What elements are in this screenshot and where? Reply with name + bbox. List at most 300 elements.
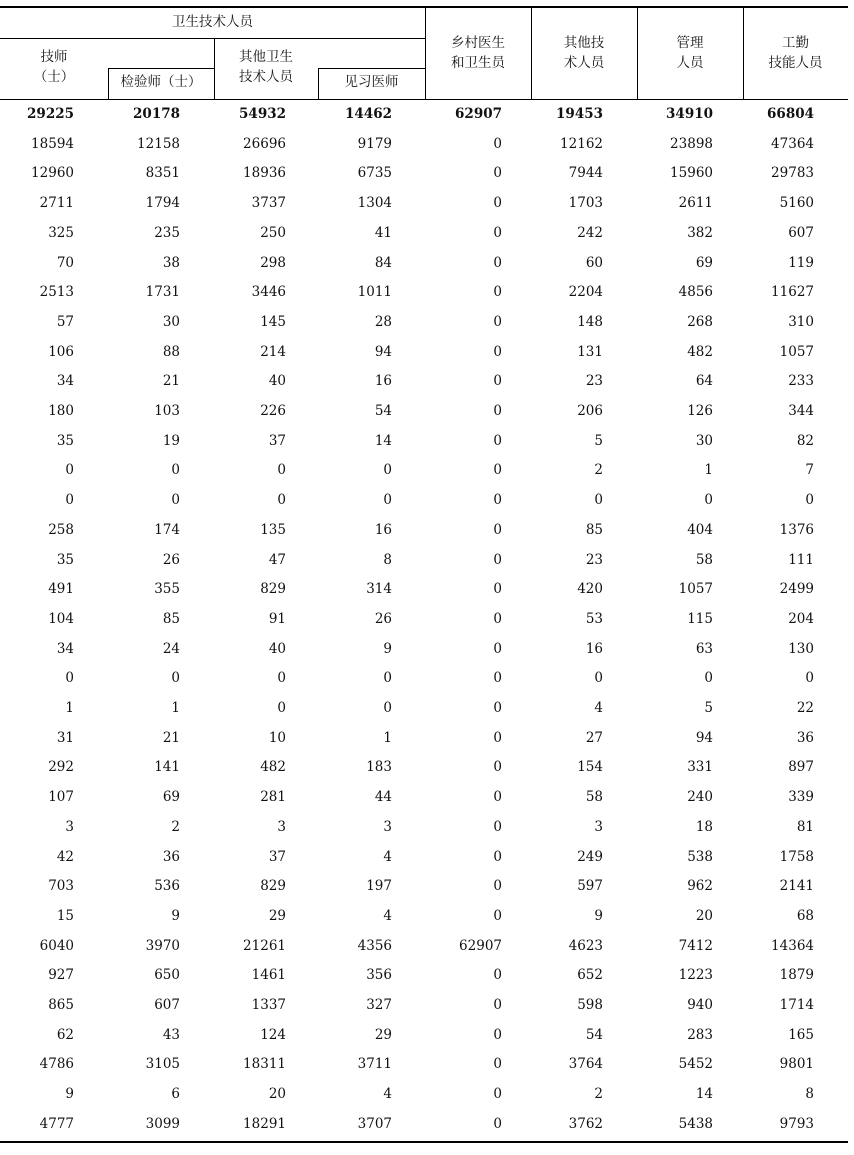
table-cell: 15960 [670,165,713,182]
table-cell: 0 [493,254,502,271]
table-cell: 652 [577,967,603,984]
table-cell: 482 [687,343,713,360]
table-row [0,724,848,754]
table-cell: 1011 [357,284,392,301]
table-cell: 8 [383,551,392,568]
table-cell: 650 [154,967,180,984]
table-cell: 0 [277,670,286,687]
table-cell: 3446 [251,284,286,301]
table-cell: 154 [577,759,603,776]
table-cell: 0 [493,492,502,509]
header-gongqin-line1: 工勤 [782,35,809,51]
table-cell: 9801 [779,1056,814,1073]
table-cell: 14 [695,1086,713,1103]
table-cell: 214 [260,343,286,360]
table-cell: 703 [48,878,74,895]
table-cell: 28 [374,313,392,330]
table-cell: 19 [162,432,180,449]
table-row [0,902,848,932]
table-cell: 11627 [771,284,814,301]
table-cell: 1 [704,462,713,479]
table-cell: 91 [268,610,286,627]
header-divider [214,38,215,99]
table-row [0,872,848,902]
table-cell: 5438 [678,1115,713,1132]
table-cell: 131 [577,343,603,360]
table-cell: 124 [260,1026,286,1043]
table-cell: 598 [577,997,603,1013]
header-xiangcun-line1: 乡村医生 [451,35,505,51]
table-cell: 0 [171,670,180,687]
header-divider [743,8,744,99]
table-cell: 103 [154,403,180,419]
table-cell: 54 [585,1026,603,1043]
table-cell: 8 [805,1086,814,1103]
table-cell: 26 [162,551,180,568]
table-cell: 104 [48,610,74,627]
table-cell: 34 [56,640,74,657]
table-cell: 4777 [39,1115,74,1132]
table-cell: 3 [65,818,74,835]
table-row [0,575,848,605]
table-cell: 0 [493,551,502,568]
table-cell: 339 [788,789,814,806]
table-cell: 0 [493,1056,502,1073]
table-cell: 235 [154,224,180,241]
table-cell: 16 [374,373,392,390]
table-cell: 4 [383,1086,392,1103]
table-cell: 5 [594,432,603,449]
table-row [0,308,848,338]
table-cell: 23898 [670,135,713,152]
header-qitaji-line2: 术人员 [563,55,605,71]
table-cell: 0 [493,1026,502,1043]
table-row [0,605,848,635]
table-cell: 6040 [39,937,74,954]
table-row [0,219,848,249]
table-cell: 19453 [556,106,603,122]
table-cell: 2141 [779,878,814,895]
table-cell: 1703 [568,195,603,212]
table-cell: 2 [171,818,180,835]
table-cell: 0 [493,224,502,241]
table-cell: 66804 [767,106,814,122]
header-xiangcun-line2: 和卫生员 [451,55,505,71]
table-cell: 7 [805,462,814,479]
table-cell: 53 [585,610,603,627]
table-cell: 314 [366,581,392,598]
table-cell: 165 [788,1026,814,1043]
table-cell: 226 [260,403,286,419]
table-cell: 0 [493,640,502,657]
table-cell: 1057 [678,581,713,598]
table-row [0,130,848,160]
header-guanli-line1: 管理 [676,35,704,51]
table-cell: 1879 [779,967,814,984]
table-cell: 344 [788,403,814,419]
table-row [0,1110,848,1140]
table-cell: 16 [585,640,603,657]
table-cell: 29 [268,907,286,924]
table-cell: 8351 [145,165,180,182]
table-cell: 94 [695,729,713,746]
table-cell: 40 [268,640,286,657]
table-cell: 0 [493,610,502,627]
table-cell: 22 [796,700,814,716]
table-cell: 0 [493,284,502,301]
table-cell: 16 [374,521,392,538]
table-cell: 2711 [39,195,74,212]
header-divider [318,68,319,99]
table-cell: 34910 [666,106,713,122]
table-cell: 9 [383,640,392,657]
table-cell: 2 [594,462,603,479]
table-cell: 0 [805,492,814,509]
table-cell: 10 [268,729,286,746]
table-cell: 18936 [243,165,286,182]
table-cell: 58 [585,789,603,806]
table-cell: 4623 [568,937,603,954]
table-cell: 197 [366,878,392,895]
table-cell: 62907 [455,106,502,122]
table-cell: 4 [383,907,392,924]
table-cell: 1057 [779,343,814,360]
table-cell: 1794 [145,195,180,212]
header-group-health-tech: 卫生技术人员 [172,14,253,30]
table-row [0,813,848,843]
header-jishi-line1: 技师 [40,49,68,65]
table-cell: 283 [687,1026,713,1043]
table-cell: 249 [577,848,603,865]
table-row [0,456,848,486]
table-cell: 85 [162,610,180,627]
table-cell: 174 [154,521,180,538]
table-cell: 298 [260,254,286,271]
table-cell: 250 [260,224,286,241]
table-cell: 0 [493,135,502,152]
table-cell: 5160 [779,195,814,212]
header-divider [637,8,638,99]
table-cell: 0 [594,492,603,509]
table-cell: 30 [162,313,180,330]
table-cell: 0 [493,403,502,419]
table-cell: 24 [162,640,180,657]
table-cell: 54932 [239,106,286,122]
table-top-rule [0,6,848,8]
table-cell: 2513 [39,284,74,301]
table-cell: 60 [585,254,603,271]
table-cell: 3 [383,818,392,835]
table-cell: 0 [65,462,74,479]
table-cell: 35 [56,432,74,449]
table-cell: 35 [56,551,74,568]
table-row [0,753,848,783]
table-cell: 18594 [31,135,74,152]
table-cell: 111 [788,551,814,568]
table-cell: 88 [162,343,180,360]
table-cell: 68 [796,907,814,924]
table-cell: 1461 [251,967,286,984]
table-cell: 829 [260,581,286,598]
table-cell: 240 [687,789,713,806]
table-cell: 3 [277,818,286,835]
table-cell: 962 [687,878,713,895]
header-jianxi-topline [318,68,425,69]
table-cell: 1 [383,729,392,746]
header-jishi-line2: （士） [33,69,75,85]
table-cell: 0 [493,818,502,835]
table-cell: 0 [493,1086,502,1103]
table-cell: 23 [585,551,603,568]
table-cell: 491 [48,581,74,598]
table-cell: 47364 [771,135,814,152]
table-cell: 310 [788,313,814,330]
table-cell: 258 [48,521,74,538]
table-row [0,338,848,368]
header-qita-line2: 技术人员 [239,69,293,85]
table-cell: 1714 [779,997,814,1013]
table-cell: 0 [277,700,286,716]
table-cell: 107 [48,789,74,806]
table-cell: 34 [56,373,74,390]
table-cell: 538 [687,848,713,865]
table-cell: 829 [260,878,286,895]
table-cell: 141 [154,759,180,776]
table-row [0,843,848,873]
table-cell: 607 [788,224,814,241]
table-cell: 18311 [243,1056,286,1073]
table-cell: 940 [687,997,713,1013]
table-cell: 206 [577,403,603,419]
table-cell: 4856 [678,284,713,301]
table-cell: 1 [65,700,74,716]
table-cell: 1304 [357,195,392,212]
table-row [0,1021,848,1051]
table-row-total [0,100,848,130]
table-cell: 3099 [145,1115,180,1132]
table-cell: 41 [374,224,392,241]
table-cell: 14 [374,432,392,449]
table-cell: 21 [162,729,180,746]
table-row [0,516,848,546]
table-cell: 0 [493,313,502,330]
table-row [0,159,848,189]
table-cell: 148 [577,313,603,330]
table-row [0,694,848,724]
table-cell: 242 [577,224,603,241]
table-cell: 1 [171,700,180,716]
table-cell: 0 [493,729,502,746]
table-cell: 0 [493,343,502,360]
table-cell: 126 [687,403,713,419]
table-cell: 281 [260,789,286,806]
table-cell: 0 [493,848,502,865]
table-cell: 14462 [345,106,392,122]
table-cell: 404 [687,521,713,538]
table-cell: 0 [493,462,502,479]
table-cell: 30 [695,432,713,449]
table-cell: 3762 [568,1115,603,1132]
table-cell: 927 [48,967,74,984]
table-cell: 0 [171,462,180,479]
table-cell: 42 [56,848,74,865]
table-cell: 64 [695,373,713,390]
table-cell: 82 [796,432,814,449]
table-row [0,278,848,308]
table-cell: 36 [162,848,180,865]
table-cell: 327 [366,997,392,1013]
table-row [0,1080,848,1110]
table-cell: 4786 [39,1056,74,1073]
table-cell: 5452 [678,1056,713,1073]
table-cell: 62 [56,1026,74,1043]
table-cell: 292 [48,759,74,776]
table-cell: 331 [687,759,713,776]
table-cell: 119 [788,254,814,271]
table-cell: 62907 [459,937,502,954]
table-cell: 44 [374,789,392,806]
header-jianyan: 检验师（士） [120,74,202,90]
table-cell: 1731 [145,284,180,301]
table-cell: 0 [493,581,502,598]
table-cell: 81 [796,818,814,835]
table-cell: 3970 [145,937,180,954]
table-cell: 1337 [251,997,286,1013]
table-row [0,486,848,516]
table-cell: 0 [493,997,502,1013]
table-cell: 0 [493,759,502,776]
table-cell: 0 [493,878,502,895]
table-cell: 0 [383,492,392,509]
table-cell: 58 [695,551,713,568]
header-group-underline [0,38,425,39]
table-cell: 355 [154,581,180,598]
table-cell: 2204 [568,284,603,301]
table-row [0,783,848,813]
table-row [0,664,848,694]
table-cell: 0 [383,700,392,716]
table-cell: 40 [268,373,286,390]
table-cell: 2611 [678,195,713,212]
table-cell: 3737 [251,195,286,212]
header-jianyan-topline [108,68,214,69]
table-row [0,1050,848,1080]
table-cell: 0 [493,165,502,182]
table-cell: 38 [162,254,180,271]
table-cell: 0 [493,967,502,984]
table-cell: 0 [493,521,502,538]
table-cell: 3707 [357,1115,392,1132]
table-cell: 20178 [133,106,180,122]
table-cell: 145 [260,313,286,330]
table-cell: 0 [594,670,603,687]
table-cell: 12158 [137,135,180,152]
table-cell: 9 [65,1086,74,1103]
table-cell: 29783 [771,165,814,182]
table-cell: 36 [796,729,814,746]
table-cell: 0 [277,462,286,479]
table-cell: 597 [577,878,603,895]
table-cell: 18 [695,818,713,835]
table-cell: 54 [374,403,392,419]
table-cell: 0 [493,789,502,806]
table-cell: 69 [695,254,713,271]
table-cell: 233 [788,373,814,390]
table-cell: 31 [56,729,74,746]
table-cell: 482 [260,759,286,776]
table-cell: 0 [493,1115,502,1132]
table-cell: 23 [585,373,603,390]
table-row [0,961,848,991]
table-cell: 94 [374,343,392,360]
table-cell: 57 [56,313,74,330]
table-cell: 37 [268,848,286,865]
table-cell: 382 [687,224,713,241]
header-qita-line1: 其他卫生 [239,49,293,65]
table-cell: 325 [48,224,74,241]
table-row [0,635,848,665]
table-cell: 183 [366,759,392,776]
table-cell: 130 [788,640,814,657]
table-cell: 15 [56,907,74,924]
table-cell: 0 [65,492,74,509]
table-cell: 115 [687,610,713,627]
table-cell: 0 [493,907,502,924]
table-cell: 4 [383,848,392,865]
table-cell: 43 [162,1026,180,1043]
table-cell: 5 [704,700,713,716]
table-row [0,189,848,219]
table-cell: 0 [277,492,286,509]
table-cell: 536 [154,878,180,895]
table-cell: 3711 [357,1056,392,1073]
table-row [0,367,848,397]
table-cell: 0 [805,670,814,687]
table-cell: 18291 [243,1115,286,1132]
table-cell: 3764 [568,1056,603,1073]
table-cell: 180 [48,403,74,419]
table-row [0,249,848,279]
table-cell: 420 [577,581,603,598]
table-cell: 0 [383,462,392,479]
table-row [0,427,848,457]
table-cell: 27 [585,729,603,746]
table-cell: 69 [162,789,180,806]
table-cell: 0 [493,432,502,449]
table-cell: 7944 [568,165,603,182]
table-row [0,397,848,427]
table-cell: 70 [56,254,74,271]
table-cell: 26 [374,610,392,627]
table-cell: 1758 [779,848,814,865]
table-cell: 9793 [779,1115,814,1132]
table-cell: 7412 [678,937,713,954]
table-cell: 9179 [357,135,392,152]
table-row [0,932,848,962]
table-cell: 4356 [357,937,392,954]
table-cell: 0 [704,670,713,687]
table-bottom-rule [0,1141,848,1143]
table-cell: 21261 [243,937,286,954]
table-row [0,546,848,576]
table-cell: 4 [594,700,603,716]
table-cell: 85 [585,521,603,538]
table-cell: 897 [788,759,814,776]
table-cell: 268 [687,313,713,330]
table-cell: 9 [171,907,180,924]
table-cell: 84 [374,254,392,271]
table-cell: 0 [704,492,713,509]
